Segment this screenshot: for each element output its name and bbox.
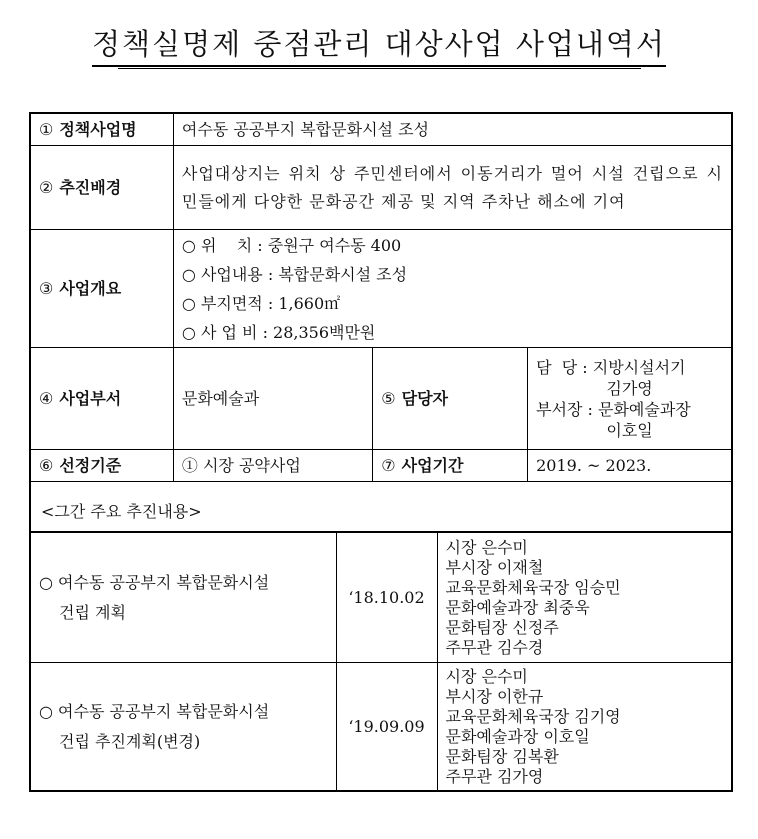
overview-value [173,230,731,348]
attendee: 부시장 이한규 [445,686,544,706]
attendee: 문화팀장 김복환 [445,746,559,766]
manager-line-2: 김가영 [606,378,653,398]
criteria-label: ⑥ 선정기준 [31,450,174,482]
manager-label: ⑤ 담당자 [373,348,528,450]
history-content-line-2: 건립 계획 [59,602,126,622]
background-label: ② 추진배경 [31,146,174,230]
overview-budget: ○ 사 업 비 : 28,356백만원 [181,322,376,342]
attendee: 교육문화체육국장 김기영 [445,706,621,726]
summary-table [30,113,732,482]
attendee: 주무관 김수경 [445,637,544,657]
attendee: 시장 은수미 [445,537,528,557]
attendee: 교육문화체육국장 임승민 [445,577,621,597]
overview-location: ○ 위 치 : 중원구 여수동 400 [181,235,402,255]
history-row [31,663,732,791]
history-content-line-2: 건립 추진계획(변경) [59,731,201,751]
history-attendees [437,663,732,791]
overview-label: ③ 사업개요 [31,230,174,348]
attendee: 문화예술과장 이호일 [445,726,590,746]
history-row [31,533,732,663]
attendee: 문화예술과장 최중욱 [445,597,590,617]
row-policy-name [31,114,732,146]
history-date: ‘19.09.09 [336,663,437,791]
history-attendees [437,533,732,663]
overview-content: ○ 사업내용 : 복합문화시설 조성 [181,264,408,284]
department-label: ④ 사업부서 [31,348,174,450]
background-value: 사업대상지는 위치 상 주민센터에서 이동거리가 멀어 시설 건립으로 시민들에게 다양한 문화공간 제공 및 지역 주차난 해소에 기여 [173,146,731,230]
row-overview [31,230,732,348]
manager-value [528,348,732,450]
page-title: 정책실명제 중점관리 대상사업 사업내역서 [0,22,758,63]
period-label: ⑦ 사업기간 [373,450,528,482]
attendee: 부시장 이재철 [445,557,544,577]
period-value: 2019. ~ 2023. [528,450,732,482]
attendee: 문화팀장 신정주 [445,617,559,637]
row-background [31,146,732,230]
history-content [31,533,337,663]
history-content-line-1: ○ 여수동 공공부지 복합문화시설 [39,572,270,592]
title-underline [118,68,641,69]
row-department [31,348,732,450]
overview-area: ○ 부지면적 : 1,660㎡ [181,293,341,313]
row-criteria [31,450,732,482]
policy-name-value: 여수동 공공부지 복합문화시설 조성 [173,114,731,146]
history-content [31,663,337,791]
department-value: 문화예술과 [173,348,372,450]
history-content-line-1: ○ 여수동 공공부지 복합문화시설 [39,701,270,721]
history-section-header: <그간 주요 추진내용> [31,492,731,532]
manager-line-3: 부서장 : 문화예술과장 [536,399,691,419]
policy-name-label: ① 정책사업명 [31,114,174,146]
history-date: ‘18.10.02 [336,533,437,663]
criteria-value: ① 시장 공약사업 [173,450,372,482]
history-table [30,532,732,791]
attendee: 주무관 김가영 [445,766,544,786]
attendee: 시장 은수미 [445,666,528,686]
manager-line-1: 담 당 : 지방시설서기 [536,357,686,377]
manager-line-4: 이호일 [606,420,653,440]
